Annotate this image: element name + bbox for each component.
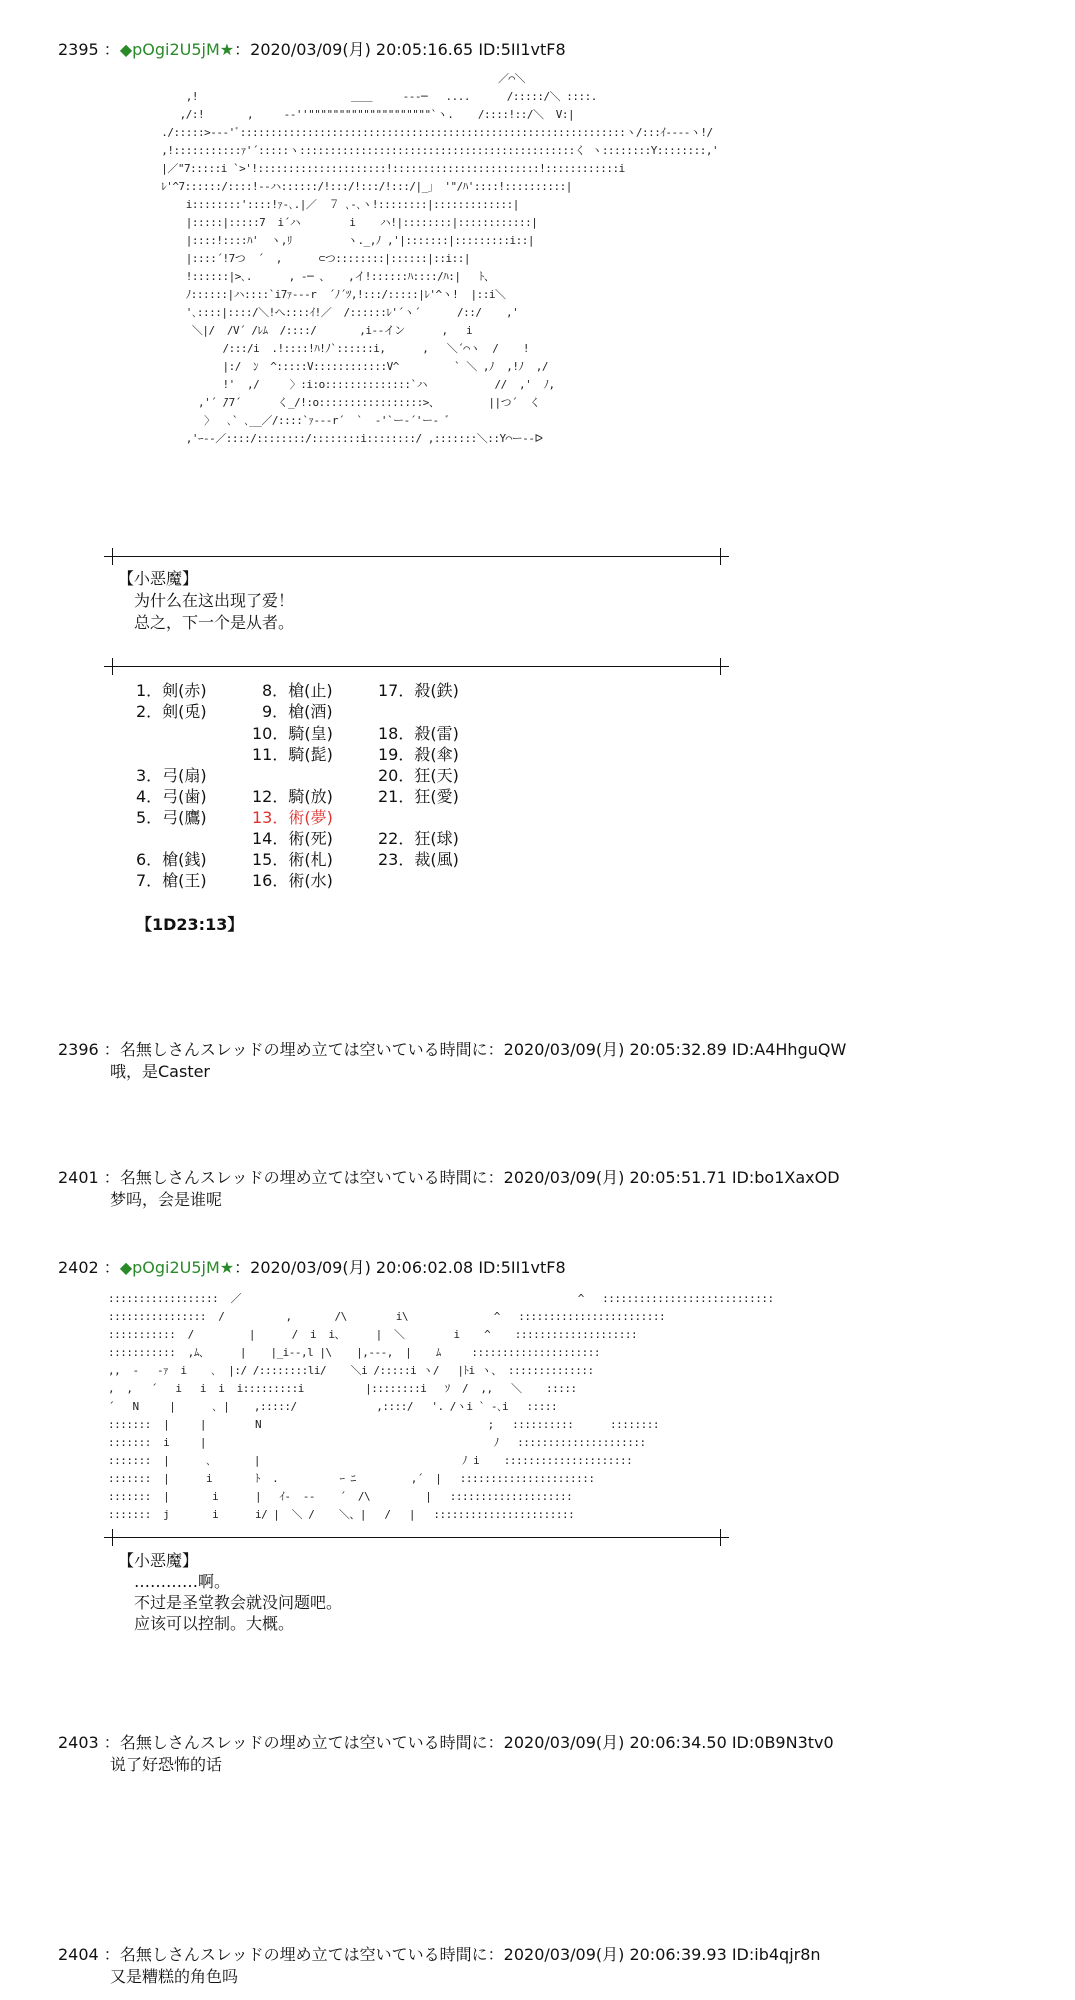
post-header-2395 xyxy=(58,40,566,60)
list-item: 5．弓(鷹) xyxy=(136,808,207,827)
list-item: 17．殺(鉄) xyxy=(378,681,459,700)
post-date-id: ：2020/03/09(月) 20:06:34.50 ID:0B9N3tv0 xyxy=(487,1733,834,1752)
post-number: 2402 xyxy=(58,1258,99,1277)
plus-mark-left xyxy=(104,548,121,565)
list-item: 22．狂(球) xyxy=(378,829,459,848)
speaker-label: 【小恶魔】 xyxy=(118,569,199,588)
list-item: 4．弓(歯) xyxy=(136,787,207,806)
list-item: 20．狂(天) xyxy=(378,766,459,785)
plus-mark-right xyxy=(712,548,729,565)
post-header-2402 xyxy=(58,1258,566,1278)
star-icon: ★ xyxy=(219,1258,235,1277)
poster-name: 名無しさんスレッドの埋め立ては空いている時間に xyxy=(119,1168,488,1187)
divider-rule xyxy=(112,666,720,667)
post-number: 2403 xyxy=(58,1733,99,1752)
speech-line: 不过是圣堂教会就没问题吧。 xyxy=(134,1593,343,1612)
list-item: 9．槍(酒) xyxy=(262,702,333,721)
post-sep: ： xyxy=(98,40,120,59)
trip-code[interactable]: ◆pOgi2U5jM xyxy=(119,1258,220,1277)
list-item: 11．騎(髭) xyxy=(252,745,333,764)
ascii-art-1: ／⌒＼ ,! ＿＿ ---─ .... /:::::/＼ ::::. ,/:! , -‐''""""""""""""""""""""`ヽ. /::::!::/＼ V:| ./:::::>‐-‐'ﾞ:::::::::::::::::::::::::::::::::::::::::::::::::::::::::::::::ヽ/:::ｲ‐--‐ヽ!/ ,!:::::::::::ｧ'´:::::ヽ:::::::::::::::::::::::::::::::::::::::::::::く ヽ::::::::Y::::::::,' |／"7:::::i `>'!:::::::::::::::::::::!::::::::::::::::::::::::!::::::::::::i ﾚ'^7::::::/::::!-‐ハ::::::/!:::/!:::/!:::/|_」 '"/ﾊ'::::!::::::::::| i::::::::'::::!ｧ-､.|／ ７ ､‐､ヽ!::::::::|:::::::::::::| |:::::|:::::7 i´ハ i ハ!|::::::::|::::::::::::| |::::!::::ﾊ' ヽ,ﾘ ヽ._,ﾉ ,'|:::::::|:::::::::i::| |::::´!7つ ´ , ⊂つ::::::::|::::::|::i::| !::::::|>､. , -─ 、 ,イ!::::::ﾊ::::/ﾊ:| ﾄ、 ﾉ::::::|ハ::::`i7ｧ--‐r ´ﾉ´ﾂ,!:::/:::::|ﾚ'^ヽ! |::i＼ '､::::|::::/＼!へ::::ｲ!／ /::::::ﾚ'´ヽ´ /::/ ,' ＼|/ /V´ /ﾚﾑ /::::/ ,i‐‐イン , i /:::/i .!::::!ﾊ!ﾉ`::::::i, , ＼´⌒ヽ / ! |:/ ﾝ ^:::::V::::::::::::V^ ` ＼ ,ﾉ ,!ﾉ ,/ !' ,/ 〉:i:o::::::::::::::`ハ // ,' ﾉ, ,'´ ̄/7´ く_/!:o:::::::::::::::::>、 ||つ´ く 〉 ､` ､__／/::::`ｧ--‐r´ ` ‐'`ー‐´'ー‐ ゛ ,'ｰ-‐／::::/::::::::/::::::::i::::::::/ ,:::::::＼::Y⌒ー-‐ᐅ xyxy=(161,72,719,445)
speaker-label: 【小恶魔】 xyxy=(118,1551,199,1570)
post-date-id: ：2020/03/09(月) 20:05:16.65 ID:5II1vtF8 xyxy=(234,40,566,59)
plus-mark-right xyxy=(712,658,729,675)
post-date-id: ：2020/03/09(月) 20:06:39.93 ID:ib4qjr8n xyxy=(487,1945,821,1964)
post-header-2401 xyxy=(58,1168,840,1188)
poster-name: 名無しさんスレッドの埋め立ては空いている時間に xyxy=(119,1733,488,1752)
trip-code[interactable]: ◆pOgi2U5jM xyxy=(119,40,220,59)
post-number: 2404 xyxy=(58,1945,99,1964)
list-item: 19．殺(傘) xyxy=(378,745,459,764)
list-item: 23．裁(風) xyxy=(378,850,459,869)
list-item-highlighted: 13．術(夢) xyxy=(252,808,333,827)
list-item: 8．槍(止) xyxy=(262,681,333,700)
post-date-id: ：2020/03/09(月) 20:06:02.08 ID:5II1vtF8 xyxy=(234,1258,566,1277)
post-number: 2401 xyxy=(58,1168,99,1187)
speech-line: 应该可以控制。大概。 xyxy=(134,1614,295,1633)
speech-line: 为什么在这出现了爱！ xyxy=(134,591,295,610)
post-header-2396 xyxy=(58,1040,846,1060)
poster-name: 名無しさんスレッドの埋め立ては空いている時間に xyxy=(119,1945,488,1964)
post-sep: ： xyxy=(98,1168,120,1187)
list-item: 7．槍(王) xyxy=(136,871,207,890)
list-item: 14．術(死) xyxy=(252,829,333,848)
post-date-id: ：2020/03/09(月) 20:05:51.71 ID:bo1XaxOD xyxy=(487,1168,840,1187)
plus-mark-right xyxy=(712,1529,729,1546)
speech-line: 总之，下一个是从者。 xyxy=(134,613,295,632)
post-sep: ： xyxy=(98,1040,120,1059)
list-item: 3．弓(扇) xyxy=(136,766,207,785)
divider-rule xyxy=(112,556,720,557)
list-item: 1．剣(赤) xyxy=(136,681,207,700)
list-item: 2．剣(兎) xyxy=(136,702,207,721)
list-item: 10．騎(皇) xyxy=(252,724,333,743)
divider-rule xyxy=(112,1537,720,1538)
post-body: 哦，是Caster xyxy=(110,1062,211,1081)
speech-line: …………啊。 xyxy=(134,1572,231,1591)
ascii-art-2: :::::::::::::::::: ／ ^ :::::::::::::::::::::::::::: :::::::::::::::: / , /\ i\ ^ :::::::::::::::::::::::: ::::::::::: / | / i i、 | ＼ i ^ :::::::::::::::::::: ::::::::::: ,ﾑ、 | |_i‐‐,l |\ |,‐‐‐, | ﾑ ::::::::::::::::::::: ,, ‐ ‐ｧ i ､ |:/ /::::::::li/ ＼i /:::::i ヽ/ |ﾄi ヽ、 :::::::::::::: , , ´ i i i i:::::::::i |::::::::i ｿ / ,, ＼ ::::: ´ N | ､ | ,:::::/ ,::::/ '. /ヽi ` ‐､i ::::: ::::::: | | N ; :::::::::: :::::::: ::::::: i | ﾉ ::::::::::::::::::::: ::::::: | ､ | ﾉ i ::::::::::::::::::::: ::::::: | i ﾄ . ｰ ﾆ ,´ | :::::::::::::::::::::: ::::::: | i | ｲ‐ ‐- ´ /\ | :::::::::::::::::::: ::::::: j i i/ | ＼ / ＼、| / | ::::::::::::::::::::::: xyxy=(108,1292,774,1521)
list-item: 15．術(札) xyxy=(252,850,333,869)
plus-mark-left xyxy=(104,658,121,675)
list-item: 18．殺(雷) xyxy=(378,724,459,743)
post-sep: ： xyxy=(98,1733,120,1752)
post-header-2403 xyxy=(58,1733,834,1753)
post-body: 说了好恐怖的话 xyxy=(110,1755,223,1774)
post-sep: ： xyxy=(98,1945,120,1964)
post-number: 2396 xyxy=(58,1040,99,1059)
post-sep: ： xyxy=(98,1258,120,1277)
list-item: 6．槍(銭) xyxy=(136,850,207,869)
list-item: 16．術(水) xyxy=(252,871,333,890)
dice-result: 【1D23:13】 xyxy=(136,915,244,934)
post-date-id: ：2020/03/09(月) 20:05:32.89 ID:A4HhguQW xyxy=(487,1040,847,1059)
post-header-2404 xyxy=(58,1945,821,1965)
poster-name: 名無しさんスレッドの埋め立ては空いている時間に xyxy=(119,1040,488,1059)
post-body: 又是糟糕的角色吗 xyxy=(110,1967,239,1986)
post-body: 梦吗，会是谁呢 xyxy=(110,1190,223,1209)
plus-mark-left xyxy=(104,1529,121,1546)
post-number: 2395 xyxy=(58,40,99,59)
list-item: 12．騎(放) xyxy=(252,787,333,806)
list-item: 21．狂(愛) xyxy=(378,787,459,806)
star-icon: ★ xyxy=(219,40,235,59)
